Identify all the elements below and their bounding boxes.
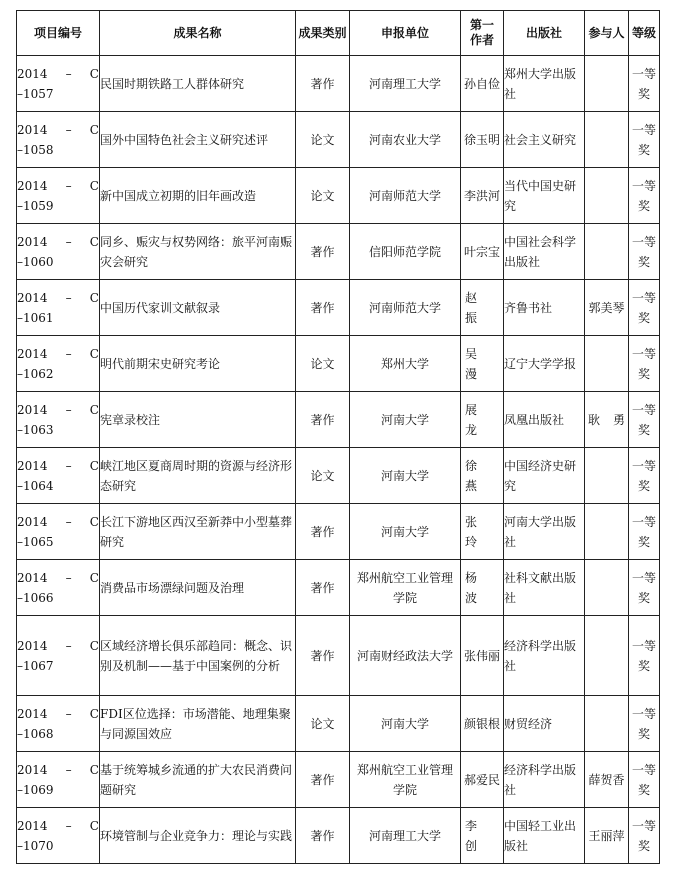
author-cell: 孙自俭 [461,56,504,112]
header-unit: 申报单位 [350,11,461,56]
id-number: –1061 [17,310,54,325]
project-id-cell [17,560,100,616]
table-row [17,616,660,696]
publisher-cell: 郑州大学出版社 [504,56,585,112]
category-cell: 论文 [296,696,350,752]
category-cell: 论文 [296,336,350,392]
id-dash: – [65,706,72,721]
table-row [17,112,660,168]
publisher-cell: 中国社会科学出版社 [504,224,585,280]
participants-cell [585,504,629,560]
participants-cell [585,112,629,168]
project-id-cell [17,392,100,448]
header-participants: 参与人 [585,11,629,56]
id-number: –1057 [17,86,54,101]
id-number: –1064 [17,478,54,493]
id-number: –1069 [17,782,54,797]
publisher-cell: 河南大学出版社 [504,504,585,560]
grade-cell: 一等奖 [629,168,660,224]
id-year: 2014 [17,290,48,305]
participants-cell [585,560,629,616]
author-cell: 杨 波 [461,560,504,616]
id-year: 2014 [17,234,48,249]
id-letter: C [89,234,99,249]
unit-cell: 河南大学 [350,696,461,752]
publisher-cell: 中国轻工业出版社 [504,808,585,864]
author-cell: 吴 漫 [461,336,504,392]
project-id-cell [17,224,100,280]
id-dash: – [65,290,72,305]
publisher-cell: 辽宁大学学报 [504,336,585,392]
category-cell: 著作 [296,280,350,336]
id-number: –1066 [17,590,54,605]
category-cell: 著作 [296,808,350,864]
project-id-cell [17,504,100,560]
participants-cell: 王丽萍 [585,808,629,864]
id-number: –1070 [17,838,54,853]
participants-cell [585,168,629,224]
publisher-cell: 凤凰出版社 [504,392,585,448]
grade-cell: 一等奖 [629,560,660,616]
title-cell: 长江下游地区西汉至新莽中小型墓葬研究 [100,504,296,560]
header-author: 第一 作者 [461,11,504,56]
id-dash: – [65,818,72,833]
participants-cell [585,224,629,280]
id-number: –1062 [17,366,54,381]
id-dash: – [65,402,72,417]
publisher-cell: 齐鲁书社 [504,280,585,336]
awards-table [16,10,660,864]
header-grade: 等级 [629,11,660,56]
publisher-cell: 社会主义研究 [504,112,585,168]
table-row [17,224,660,280]
title-cell: 同乡、赈灾与权势网络：旅平河南赈灾会研究 [100,224,296,280]
id-year: 2014 [17,346,48,361]
id-number: –1059 [17,198,54,213]
author-cell: 张 玲 [461,504,504,560]
unit-cell [350,752,461,808]
participants-cell: 耿 勇 [585,392,629,448]
project-id-cell [17,280,100,336]
title-cell: 区域经济增长俱乐部趋同：概念、识别及机制——基于中国案例的分析 [100,616,296,696]
id-number: –1067 [17,658,54,673]
publisher-cell: 经济科学出版社 [504,752,585,808]
participants-cell: 薛贺香 [585,752,629,808]
author-cell: 叶宗宝 [461,224,504,280]
unit-cell: 河南农业大学 [350,112,461,168]
participants-cell [585,336,629,392]
id-dash: – [65,638,72,653]
category-cell: 论文 [296,448,350,504]
publisher-cell: 社科文献出版社 [504,560,585,616]
project-id-cell [17,56,100,112]
author-cell: 李洪河 [461,168,504,224]
participants-cell [585,696,629,752]
table-row [17,696,660,752]
title-cell: 宪章录校注 [100,392,296,448]
id-dash: – [65,514,72,529]
author-cell: 李 创 [461,808,504,864]
table-header-row [17,11,660,56]
unit-cell: 河南大学 [350,392,461,448]
author-cell: 张伟丽 [461,616,504,696]
id-letter: C [89,402,99,417]
grade-cell: 一等奖 [629,616,660,696]
project-id-cell [17,168,100,224]
id-dash: – [65,122,72,137]
title-cell: 峡江地区夏商周时期的资源与经济形态研究 [100,448,296,504]
unit-cell [350,560,461,616]
id-dash: – [65,570,72,585]
title-cell: 民国时期铁路工人群体研究 [100,56,296,112]
category-cell: 著作 [296,392,350,448]
id-year: 2014 [17,818,48,833]
id-letter: C [89,818,99,833]
id-number: –1068 [17,726,54,741]
id-dash: – [65,762,72,777]
id-year: 2014 [17,514,48,529]
id-dash: – [65,346,72,361]
participants-cell [585,56,629,112]
id-letter: C [89,346,99,361]
id-letter: C [89,66,99,81]
id-dash: – [65,458,72,473]
table-row [17,752,660,808]
publisher-cell: 中国经济史研究 [504,448,585,504]
table-row [17,504,660,560]
participants-cell [585,448,629,504]
grade-cell: 一等奖 [629,808,660,864]
id-year: 2014 [17,178,48,193]
id-year: 2014 [17,458,48,473]
table-row [17,280,660,336]
id-letter: C [89,458,99,473]
header-id: 项目编号 [17,11,100,56]
unit-cell: 河南财经政法大学 [350,616,461,696]
title-cell: 消费品市场漂绿问题及治理 [100,560,296,616]
unit-cell: 河南理工大学 [350,808,461,864]
id-dash: – [65,234,72,249]
title-cell: 明代前期宋史研究考论 [100,336,296,392]
id-letter: C [89,514,99,529]
project-id-cell [17,616,100,696]
unit-text: 郑州航空工业管理学院 [357,762,454,797]
grade-cell: 一等奖 [629,280,660,336]
title-cell: FDI区位选择：市场潜能、地理集聚与同源国效应 [100,696,296,752]
project-id-cell [17,696,100,752]
header-category: 成果类别 [296,11,350,56]
id-number: –1058 [17,142,54,157]
grade-cell: 一等奖 [629,504,660,560]
title-cell: 基于统筹城乡流通的扩大农民消费问题研究 [100,752,296,808]
unit-cell: 河南师范大学 [350,280,461,336]
category-cell: 著作 [296,224,350,280]
id-letter: C [89,178,99,193]
unit-cell: 信阳师范学院 [350,224,461,280]
id-letter: C [89,762,99,777]
publisher-cell: 当代中国史研究 [504,168,585,224]
id-year: 2014 [17,762,48,777]
category-cell: 著作 [296,752,350,808]
unit-text: 郑州航空工业管理学院 [357,570,454,605]
author-cell: 颜银根 [461,696,504,752]
id-number: –1063 [17,422,54,437]
author-cell: 赵 振 [461,280,504,336]
id-year: 2014 [17,570,48,585]
category-cell: 著作 [296,616,350,696]
grade-cell: 一等奖 [629,448,660,504]
id-year: 2014 [17,706,48,721]
header-publisher: 出版社 [504,11,585,56]
author-cell: 徐玉明 [461,112,504,168]
project-id-cell [17,752,100,808]
id-letter: C [89,638,99,653]
id-letter: C [89,570,99,585]
table-row [17,560,660,616]
author-cell: 展 龙 [461,392,504,448]
grade-cell: 一等奖 [629,224,660,280]
unit-cell: 河南大学 [350,504,461,560]
table-row [17,56,660,112]
id-dash: – [65,178,72,193]
grade-cell: 一等奖 [629,112,660,168]
project-id-cell [17,112,100,168]
participants-cell [585,616,629,696]
table-row [17,808,660,864]
id-number: –1060 [17,254,54,269]
category-cell: 论文 [296,168,350,224]
unit-cell: 郑州大学 [350,336,461,392]
table-row [17,392,660,448]
participants-cell: 郭美琴 [585,280,629,336]
id-number: –1065 [17,534,54,549]
grade-cell: 一等奖 [629,752,660,808]
category-cell: 著作 [296,504,350,560]
publisher-cell: 财贸经济 [504,696,585,752]
author-cell: 徐 燕 [461,448,504,504]
project-id-cell [17,448,100,504]
category-cell: 著作 [296,56,350,112]
table-row [17,168,660,224]
title-cell: 中国历代家训文献叙录 [100,280,296,336]
unit-cell: 河南理工大学 [350,56,461,112]
project-id-cell [17,808,100,864]
project-id-cell [17,336,100,392]
id-year: 2014 [17,66,48,81]
author-cell: 郝爱民 [461,752,504,808]
header-title: 成果名称 [100,11,296,56]
table-body [17,56,660,864]
table-row [17,448,660,504]
id-year: 2014 [17,638,48,653]
table-row [17,336,660,392]
id-letter: C [89,290,99,305]
grade-cell: 一等奖 [629,56,660,112]
id-year: 2014 [17,122,48,137]
title-cell: 新中国成立初期的旧年画改造 [100,168,296,224]
unit-cell: 河南师范大学 [350,168,461,224]
id-letter: C [89,122,99,137]
grade-cell: 一等奖 [629,696,660,752]
category-cell: 著作 [296,560,350,616]
id-letter: C [89,706,99,721]
publisher-cell: 经济科学出版社 [504,616,585,696]
unit-cell: 河南大学 [350,448,461,504]
category-cell: 论文 [296,112,350,168]
grade-cell: 一等奖 [629,392,660,448]
title-cell: 环境管制与企业竞争力：理论与实践 [100,808,296,864]
grade-cell: 一等奖 [629,336,660,392]
id-dash: – [65,66,72,81]
title-cell: 国外中国特色社会主义研究述评 [100,112,296,168]
id-year: 2014 [17,402,48,417]
